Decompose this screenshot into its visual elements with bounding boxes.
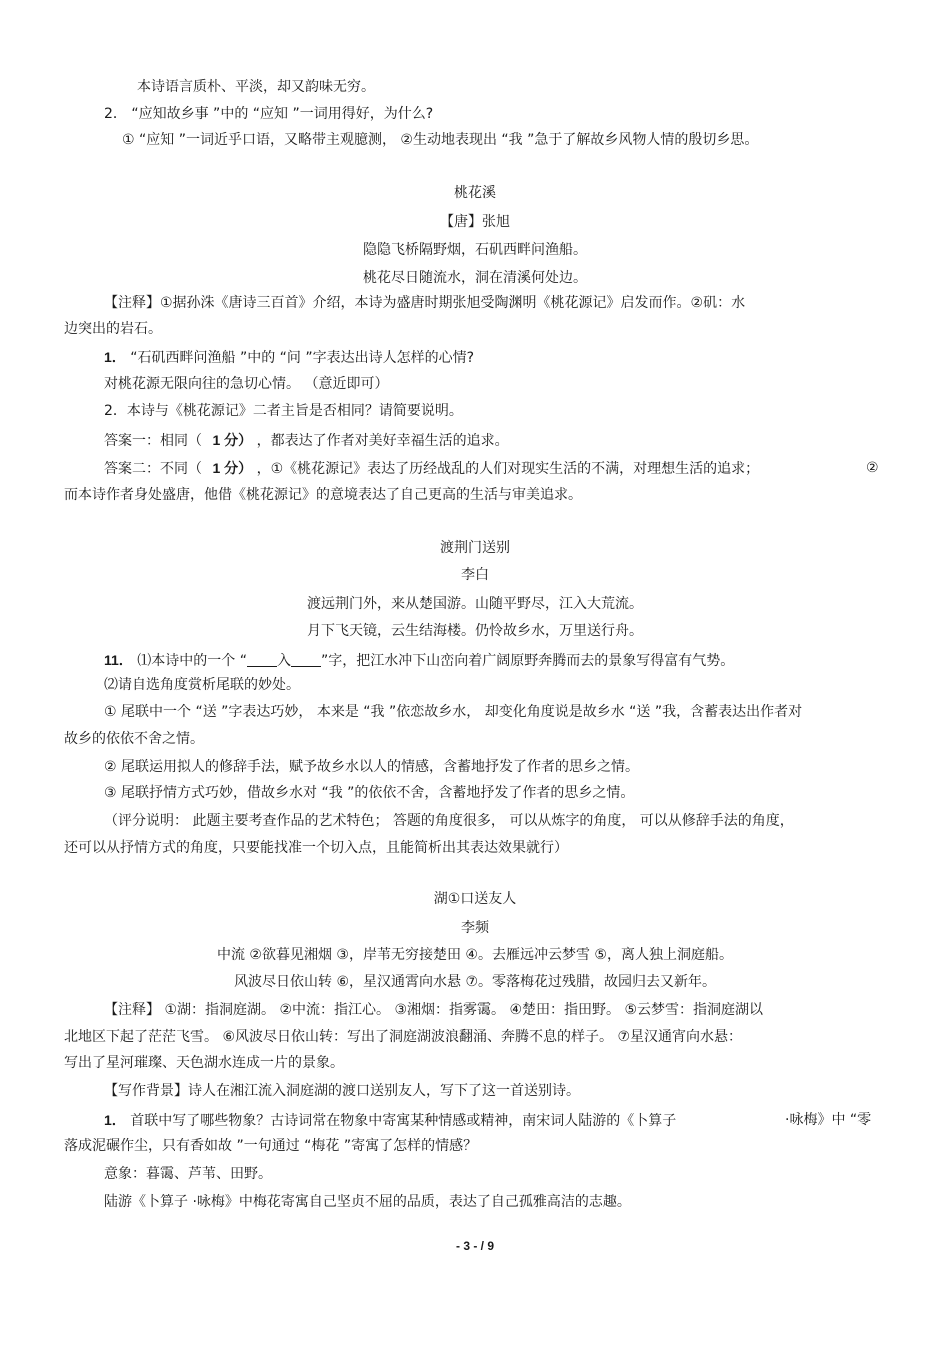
answer-1: 对桃花源无限向往的急切心情。 （意近即可） (104, 376, 389, 392)
answer-text: ，都表达了作者对美好幸福生活的追求。 (256, 433, 509, 449)
annotation: 北地区下起了茫茫飞雪。 ⑥风波尽日依山转：写出了洞庭湖波浪翻涌、奔腾不息的样子。 ⑦星汉通宵向水悬： (64, 1029, 742, 1045)
question-number: 1． (104, 349, 126, 365)
poem-line: 隐隐飞桥隔野烟，石矶西畔问渔船。 (363, 242, 587, 258)
poem-line: 中流 ②欲暮见湘烟 ③，岸苇无穷接楚田 ④。去雁远冲云梦雪 ⑤，离人独上洞庭船。 (216, 947, 733, 963)
question-text: 落成泥碾作尘，只有香如故 ”一句通过 “梅花 ”寄寓了怎样的情感？ (64, 1138, 478, 1154)
question-2: 2．本诗与《桃花源记》二者主旨是否相同？请简要说明。 (104, 403, 463, 419)
annotation: 写出了星河璀璨、天色湖水连成一片的景象。 (64, 1055, 344, 1071)
answer-option-1 (104, 430, 509, 451)
answer-text: 而本诗作者身处盛唐，他借《桃花源记》的意境表达了自己更高的生活与审美追求。 (64, 487, 582, 503)
poem-line: 桃花尽日随流水，洞在清溪何处边。 (363, 270, 587, 286)
question-1 (104, 347, 474, 368)
poem-title: 湖①口送友人 (433, 891, 517, 907)
fill-blank (291, 652, 321, 667)
answer-text: ，①《桃花源记》表达了历经战乱的人们对现实生活的不满，对理想生活的追求； (256, 461, 760, 477)
poem-author: 李频 (461, 920, 489, 936)
poem-title: 渡荆门送别 (440, 540, 510, 556)
scoring-note: （评分说明： 此题主要考查作品的艺术特色； 答题的角度很多， 可以从炼字的角度， 可以从修辞手法的角度， (104, 813, 794, 829)
page-number: - 3 - / 9 (455, 1239, 494, 1253)
fill-blank (247, 652, 277, 667)
points: 1 分） (212, 460, 253, 476)
answer-line: ② 尾联运用拟人的修辞手法，赋予故乡水以人的情感，含蓄地抒发了作者的思乡之情。 (104, 759, 639, 775)
question-text: ·咏梅》中 “零 (785, 1112, 872, 1128)
question-2: 2． “应知故乡事 ”中的 “应知 ”一词用得好，为什么? (104, 106, 434, 122)
question-text: “石矶西畔问渔船 ”中的 “问 ”字表达出诗人怎样的心情? (130, 350, 475, 366)
answer-line: ③ 尾联抒情方式巧妙，借故乡水对 “我 ”的依依不舍，含蓄地抒发了作者的思乡之情。 (104, 785, 635, 801)
annotation: 【注释】 ①湖：指洞庭湖。 ②中流：指江心。 ③湘烟：指雾霭。 ④楚田：指田野。 ⑤云梦雪：指洞庭湖以 (104, 1002, 764, 1018)
annotation: 【注释】①据孙洙《唐诗三百首》介绍，本诗为盛唐时期张旭受陶渊明《桃花源记》启发而作。②矶：水 (104, 295, 746, 311)
poem-line: 风波尽日依山转 ⑥，星汉通霄向水悬 ⑦。零落梅花过残腊，故园归去又新年。 (234, 974, 716, 990)
answer-line: ① 尾联中一个 “送 ”字表达巧妙， 本来是 “我 ”依恋故乡水， 却变化角度说是故乡水 “送 ”我，含蓄表达出作者对 (104, 704, 803, 720)
poem-line: 渡远荆门外，来从楚国游。山随平野尽，江入大荒流。 (307, 596, 643, 612)
answer-text: 答案二：不同（ (104, 461, 202, 477)
question-1 (104, 1110, 676, 1131)
annotation: 边突出的岩石。 (64, 321, 162, 337)
poem-line: 月下飞天镜，云生结海楼。仍怜故乡水，万里送行舟。 (307, 623, 643, 639)
sub-question: ⑵请自选角度赏析尾联的妙处。 (104, 677, 300, 693)
answer-line: 意象：暮霭、芦苇、田野。 (104, 1166, 272, 1182)
question-text: ⑴本诗中的一个 “ (137, 653, 247, 669)
writing-background: 【写作背景】诗人在湘江流入洞庭湖的渡口送别友人，写下了这一首送别诗。 (104, 1083, 580, 1099)
answer-line: 陆游《卜算子 ·咏梅》中梅花寄寓自己坚贞不屈的品质，表达了自己孤雅高洁的志趣。 (104, 1194, 631, 1210)
question-number: 1． (104, 1112, 126, 1128)
answer-line: 故乡的依依不舍之情。 (64, 731, 204, 747)
question-11 (104, 650, 734, 671)
scoring-note: 还可以从抒情方式的角度，只要能找准一个切入点，且能简析出其表达效果就行） (64, 840, 568, 856)
paragraph-text: 本诗语言质朴、平淡，却又韵味无穷。 (137, 79, 375, 95)
points: 1 分） (212, 432, 253, 448)
poem-title: 桃花溪 (454, 185, 496, 201)
answer-text: 答案一：相同（ (104, 433, 202, 449)
question-text: 入 (276, 653, 291, 669)
answer-option-2 (104, 458, 759, 479)
answer-2: ① “应知 ”一词近乎口语，又略带主观臆测， ②生动地表现出 “我 ”急于了解故乡风物人情的殷切乡思。 (122, 132, 759, 148)
question-number: 11． (104, 652, 133, 668)
question-text: ”字，把江水冲下山峦向着广阔原野奔腾而去的景象写得富有气势。 (320, 653, 735, 669)
question-text: 首联中写了哪些物象？古诗词常在物象中寄寓某种情感或精神，南宋词人陆游的《卜算子 (130, 1113, 677, 1129)
poem-author: 【唐】张旭 (440, 214, 510, 230)
circled-number: ② (866, 460, 879, 476)
poem-author: 李白 (461, 567, 489, 583)
